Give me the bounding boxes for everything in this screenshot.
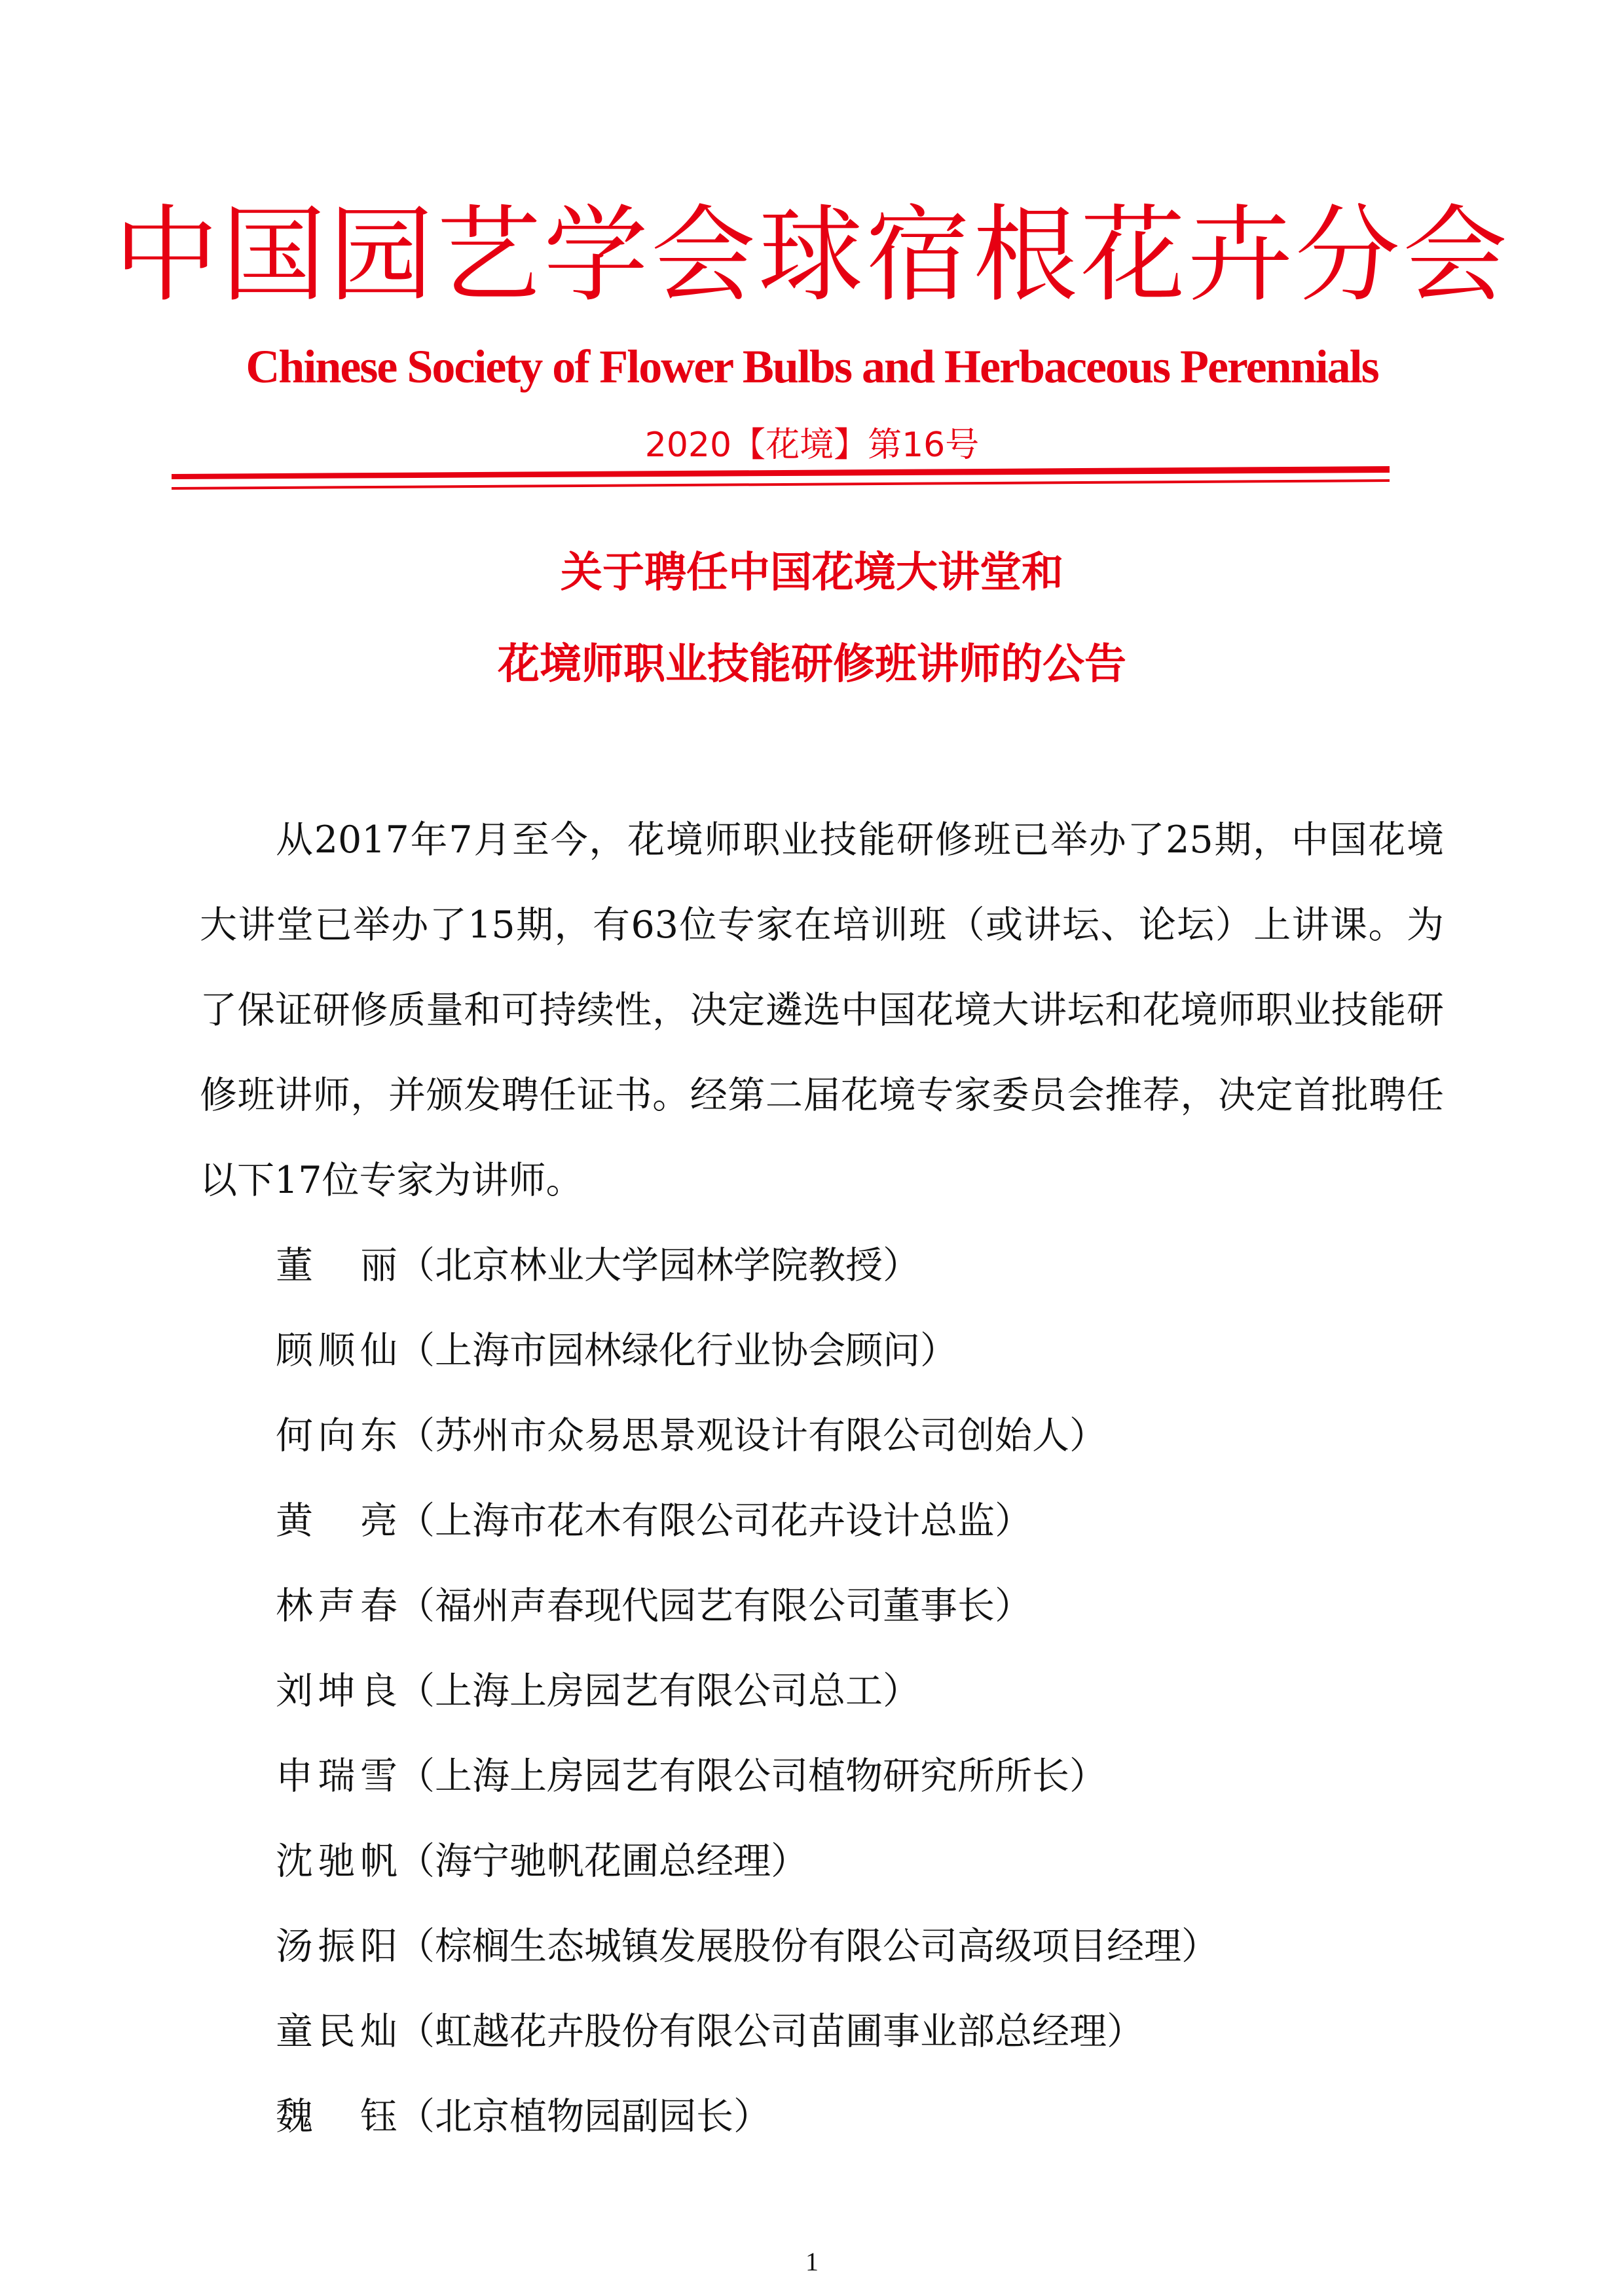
expert-item — [276, 1478, 1454, 1563]
expert-affiliation: （上海上房园艺有限公司总工） — [397, 1669, 920, 1713]
expert-item — [276, 1904, 1454, 1989]
expert-affiliation: （苏州市众易思景观设计有限公司创始人） — [397, 1414, 1107, 1457]
expert-item — [276, 1308, 1454, 1393]
expert-affiliation: （上海市园林绿化行业协会顾问） — [397, 1329, 957, 1372]
header-divider-thin-line — [172, 479, 1390, 490]
organization-name-chinese: 中国园艺学会球宿根花卉分会 — [113, 194, 1510, 316]
expert-item — [276, 1649, 1454, 1734]
expert-name: 汤振阳 — [276, 1925, 397, 1968]
expert-affiliation: （上海市花木有限公司花卉设计总监） — [397, 1499, 1032, 1542]
expert-name: 董丽 — [276, 1244, 397, 1287]
notice-title-line-1: 关于聘任中国花境大讲堂和 — [561, 549, 1063, 597]
expert-item — [276, 1819, 1454, 1904]
expert-affiliation: （虹越花卉股份有限公司苗圃事业部总经理） — [397, 2010, 1144, 2053]
expert-item — [276, 1393, 1454, 1478]
expert-item — [276, 2074, 1454, 2159]
expert-item — [276, 1734, 1454, 1819]
expert-name: 魏钰 — [276, 2095, 397, 2138]
expert-affiliation: （海宁驰帆花圃总经理） — [397, 1840, 808, 1883]
document-number: 2020【花境】第16号 — [644, 426, 980, 465]
organization-name-english: Chinese Society of Flower Bulbs and Herbaceous Perennials — [246, 340, 1378, 393]
expert-name: 刘坤良 — [276, 1669, 397, 1713]
expert-affiliation: （上海上房园艺有限公司植物研究所所长） — [397, 1755, 1107, 1798]
expert-name: 申瑞雪 — [276, 1755, 397, 1798]
expert-name: 林声春 — [276, 1584, 397, 1628]
expert-name: 顾顺仙 — [276, 1329, 397, 1372]
expert-name: 童民灿 — [276, 2010, 397, 2053]
expert-item — [276, 1989, 1454, 2074]
expert-item — [276, 1563, 1454, 1649]
expert-name: 沈驰帆 — [276, 1840, 397, 1883]
expert-name: 何向东 — [276, 1414, 397, 1457]
expert-affiliation: （北京林业大学园林学院教授） — [397, 1244, 920, 1287]
header-divider — [172, 466, 1390, 492]
page-number: 1 — [805, 2247, 819, 2276]
expert-affiliation: （棕榈生态城镇发展股份有限公司高级项目经理） — [397, 1925, 1219, 1968]
expert-affiliation: （北京植物园副园长） — [397, 2095, 771, 2138]
expert-list — [276, 1223, 1454, 2159]
expert-item — [276, 1223, 1454, 1308]
notice-body-paragraph: 从2017年7月至今，花境师职业技能研修班已举办了25期，中国花境大讲堂已举办了15期，有63位专家在培训班（或讲坛、论坛）上讲课。为了保证研修质量和可持续性，决定遴选中国花境大讲坛和花境师职业技能研修班讲师，并颁发聘任证书。经第二届花境专家委员会推荐，决定首批聘任以下17位专家为讲师。 — [200, 818, 1444, 1202]
expert-affiliation: （福州声春现代园艺有限公司董事长） — [397, 1584, 1032, 1628]
expert-name: 黄亮 — [276, 1499, 397, 1542]
header-divider-thick-line — [172, 466, 1390, 479]
notice-title-line-2: 花境师职业技能研修班讲师的公告 — [498, 640, 1126, 689]
